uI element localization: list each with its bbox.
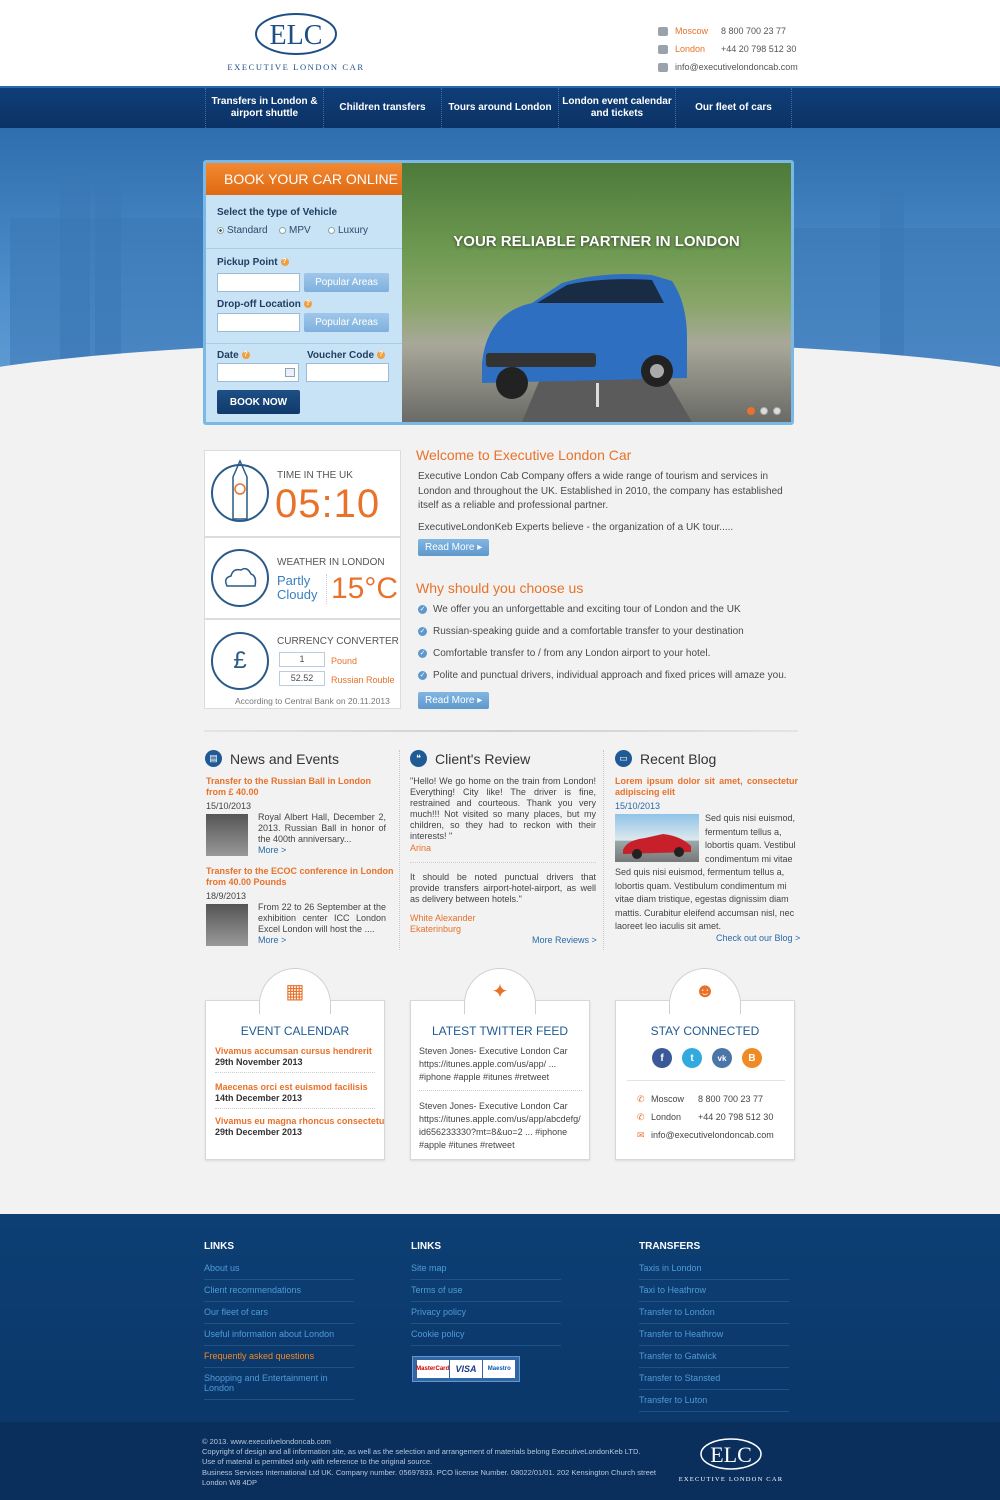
blog-side-text: Sed quis nisi euismod, fermentum tellus a, lobortis quam. Vestibul condimentum mi vitae <box>705 813 796 864</box>
booking-title: BOOK YOUR CAR ONLINE <box>206 163 402 195</box>
header <box>0 0 1000 86</box>
why-item: ✓ We offer you an unforgettable and exciting tour of London and the UK <box>419 604 741 615</box>
news-more-link[interactable]: More > <box>258 935 287 945</box>
voucher-input[interactable] <box>306 363 389 382</box>
footer-links-title: LINKS <box>411 1241 441 1252</box>
weather-temp: 15°C <box>331 572 399 605</box>
event-name[interactable]: Maecenas orci est euismod facilisis <box>215 1082 368 1092</box>
event-date: 29th November 2013 <box>215 1057 303 1067</box>
tweet-text: Steven Jones- Executive London Car https://itunes.apple.com/us/app/abcdefg/ id656233330?mt=8&uo=2 ... #iphone #apple #itunes #retweet <box>419 1101 581 1150</box>
footer-link[interactable]: Terms of use <box>411 1285 561 1302</box>
blog-text: Sed quis nisi euismod, fermentum tellus a, lobortis quam. Vestibulum condimentum mi vitae diam tristique, egestas dignissim diam mattis. Curabitur eleifend accumsan nisl, nec laoreet leo iaculis sit amet. <box>615 867 795 931</box>
contact-city: Moscow <box>651 1094 685 1104</box>
radio-standard[interactable]: Standard <box>217 225 268 236</box>
help-icon: ? <box>305 300 311 308</box>
news-date: 15/10/2013 <box>206 801 252 811</box>
contact-phone[interactable]: 8 800 700 23 77 <box>721 26 787 36</box>
currency-widget <box>204 619 401 709</box>
booking-panel <box>206 163 402 422</box>
newspaper-icon: ▤ <box>205 750 222 767</box>
footer-logo[interactable] <box>676 1434 786 1488</box>
contact-city: Moscow <box>675 26 709 36</box>
logo-text: EXECUTIVE LONDON CAR <box>227 62 365 72</box>
currency-note: According to Central Bank on 20.11.2013 <box>235 696 390 706</box>
blog-title: ▭ Recent Blog <box>615 750 716 767</box>
date-label: Date ? <box>217 350 248 361</box>
clock-tower-icon <box>225 459 255 525</box>
twitter-bird-icon: ✦ <box>464 968 536 1014</box>
visa-icon: VISA <box>450 1360 482 1378</box>
contact-city: London <box>675 44 706 54</box>
why-item: ✓ Russian-speaking guide and a comfortable transfer to your destination <box>419 626 744 637</box>
blog-image[interactable] <box>615 814 699 862</box>
currency-result: 52.52 <box>279 671 325 686</box>
dropoff-input[interactable] <box>217 313 300 332</box>
svg-text:ELC: ELC <box>710 1442 752 1467</box>
event-date: 29th December 2013 <box>215 1127 303 1137</box>
copyright-line: London W8 4DP <box>202 1478 258 1487</box>
footer-bottom <box>0 1422 1000 1500</box>
copyright-line: Use of material is permitted only with reference to the original source. <box>202 1457 433 1466</box>
column-separator <box>603 750 604 950</box>
footer-link[interactable]: Transfer to Stansted <box>639 1373 789 1390</box>
column-separator <box>399 750 400 950</box>
nav-item-events[interactable]: London event calendar and tickets <box>558 88 675 128</box>
popular-areas-button[interactable]: Popular Areas <box>304 273 389 292</box>
weather-desc: Partly Cloudy <box>277 573 318 602</box>
twitter-title: LATEST TWITTER FEED <box>431 1024 568 1038</box>
why-item: ✓ Polite and punctual drivers, individual approach and fixed prices will amaze you. <box>419 670 787 681</box>
news-date: 18/9/2013 <box>206 891 247 901</box>
time-widget <box>204 450 401 537</box>
mail-icon <box>658 63 668 72</box>
contact-phone[interactable]: 8 800 700 23 77 <box>698 1094 764 1104</box>
help-icon: ? <box>282 258 287 266</box>
copyright-line: Business Services International Ltd UK. Company number. 05697833. PCO license Number. 08022/01/01. 202 Kensington Church street <box>202 1468 657 1477</box>
maestro-icon: Maestro <box>483 1360 515 1378</box>
mastercard-icon: MasterCard <box>417 1360 449 1378</box>
phone-icon: ✆ <box>637 1112 645 1122</box>
popular-areas-button[interactable]: Popular Areas <box>304 313 389 332</box>
footer-links-title: LINKS <box>204 1241 234 1252</box>
news-more-link[interactable]: More > <box>258 845 287 855</box>
review-text: "Hello! We go home on the train from London! Everything! City like! The driver is fine, restrained and courteous. Thank you very much!!! Not visited so many places, but my children, so they had to reckon with their interests! " <box>410 776 596 841</box>
reviews-title: ❝ Client's Review <box>410 750 530 767</box>
pound-icon: £ <box>211 632 269 690</box>
read-more-button[interactable]: Read More ▸ <box>418 692 489 709</box>
hero-image <box>402 163 791 422</box>
nav-item-children[interactable]: Children transfers <box>323 88 441 128</box>
hero-title: YOUR RELIABLE PARTNER IN LONDON <box>453 233 740 250</box>
welcome-text-2: ExecutiveLondonKeb Experts believe - the organization of a UK tour..... <box>418 522 734 533</box>
news-text: From 22 to 26 September at the exhibition center ICC London Excel London will host the .... <box>258 902 386 934</box>
people-icon: ☻ <box>669 968 741 1014</box>
currency-label: CURRENCY CONVERTER <box>277 636 399 647</box>
weather-widget <box>204 537 401 619</box>
slider-dot[interactable] <box>747 407 755 415</box>
footer-link[interactable]: Taxi to Heathrow <box>639 1285 789 1302</box>
why-title: Why should you choose us <box>416 580 584 596</box>
event-name[interactable]: Vivamus eu magna rhoncus consectetu <box>215 1116 385 1126</box>
stay-connected-title: STAY CONNECTED <box>650 1024 760 1038</box>
check-icon: ✓ <box>419 628 426 635</box>
phone-icon <box>658 27 668 36</box>
facebook-icon[interactable]: f <box>652 1048 672 1068</box>
section-divider <box>204 730 798 732</box>
footer-link[interactable]: Client recommendations <box>204 1285 354 1302</box>
tweet-text: Steven Jones- Executive London Car https://itunes.apple.com/us/app/ ... #iphone #apple #itunes #retweet <box>419 1046 568 1082</box>
event-name[interactable]: Vivamus accumsan cursus hendrerit <box>215 1046 372 1056</box>
pickup-input[interactable] <box>217 273 300 292</box>
welcome-text: Executive London Cab Company offers a wide range of tourism and services in London and throughout the UK. Established in 2010, the company has established itself as a reliable and professional partner. <box>418 471 783 511</box>
news-thumbnail[interactable] <box>206 814 248 856</box>
main-nav <box>0 86 1000 128</box>
vehicle-label: Select the type of Vehicle <box>217 207 338 218</box>
footer-link[interactable]: Privacy policy <box>411 1307 561 1324</box>
car-illustration <box>402 163 791 422</box>
slider-dot[interactable] <box>773 407 781 415</box>
blog-more-link[interactable]: Check out our Blog > <box>716 933 801 943</box>
voucher-label: Voucher Code ? <box>307 350 384 361</box>
check-icon: ✓ <box>419 650 426 657</box>
currency-to: Russian Rouble <box>331 675 395 685</box>
cloud-sun-icon <box>221 562 259 592</box>
footer-link[interactable]: Transfer to London <box>639 1307 789 1324</box>
footer-transfers-title: TRANSFERS <box>639 1241 701 1252</box>
svg-text:ELC: ELC <box>269 20 323 51</box>
contact-phone[interactable]: +44 20 798 512 30 <box>721 44 797 54</box>
review-author: Arina <box>410 843 432 853</box>
dropoff-label: Drop-off Location ? <box>217 299 311 310</box>
calendar-icon[interactable] <box>285 368 295 377</box>
phone-icon <box>658 45 668 54</box>
currency-amount-input[interactable]: 1 <box>279 652 325 667</box>
calendar-icon: ▦ <box>259 968 331 1014</box>
twitter-icon[interactable]: t <box>682 1048 702 1068</box>
nav-item-fleet[interactable]: Our fleet of cars <box>675 88 792 128</box>
blog-date: 15/10/2013 <box>615 801 661 811</box>
radio-mpv[interactable]: MPV <box>279 225 311 236</box>
footer-link[interactable]: Cookie policy <box>411 1329 561 1346</box>
currency-from: Pound <box>331 656 358 666</box>
footer-link[interactable]: Shopping and Entertainment in London <box>204 1373 354 1400</box>
read-more-button[interactable]: Read More ▸ <box>418 539 489 556</box>
footer-link[interactable]: Transfer to Heathrow <box>639 1329 789 1346</box>
footer-link[interactable]: About us <box>204 1263 354 1280</box>
review-city: Ekaterinburg <box>410 924 462 934</box>
footer-link[interactable]: Our fleet of cars <box>204 1307 354 1324</box>
payment-logos <box>412 1356 520 1382</box>
welcome-title: Welcome to Executive London Car <box>416 447 632 463</box>
news-headline[interactable]: Transfer to the Russian Ball in London from £ 40.00 <box>206 776 372 797</box>
footer-logo-mark <box>676 1434 786 1474</box>
book-now-button[interactable]: BOOK NOW <box>217 390 300 414</box>
document-icon: ▭ <box>615 750 632 767</box>
why-item: ✓ Comfortable transfer to / from any London airport to your hotel. <box>419 648 711 659</box>
footer-link[interactable]: Frequently asked questions <box>204 1351 354 1368</box>
nav-item-transfers[interactable]: Transfers in London & airport shuttle <box>205 88 323 128</box>
footer-link[interactable]: Site map <box>411 1263 561 1280</box>
help-icon: ? <box>378 351 384 359</box>
footer-link[interactable]: Transfer to Gatwick <box>639 1351 789 1368</box>
news-text: Royal Albert Hall, December 2, 2013. Russian Ball in honor of the 400th anniversary... <box>258 812 386 844</box>
review-author: White Alexander <box>410 913 476 923</box>
news-thumbnail[interactable] <box>206 904 248 946</box>
copyright-line: © 2013. www.executivelondoncab.com <box>202 1437 331 1446</box>
contact-email[interactable]: info@executivelondoncab.com <box>651 1130 774 1140</box>
slider-dot[interactable] <box>760 407 768 415</box>
contact-city: London <box>651 1112 682 1122</box>
contact-phone[interactable]: +44 20 798 512 30 <box>698 1112 774 1122</box>
footer-logo-text: EXECUTIVE LONDON CAR <box>678 1476 784 1483</box>
footer-link[interactable]: Transfer to Luton <box>639 1395 789 1412</box>
blog-headline[interactable]: Lorem ipsum dolor sit amet, consectetur adipiscing elit <box>615 776 798 797</box>
speech-bubble-icon: ❝ <box>410 750 427 767</box>
phone-icon: ✆ <box>637 1094 645 1104</box>
date-input[interactable] <box>217 363 299 382</box>
check-icon: ✓ <box>419 606 426 613</box>
contact-email[interactable]: info@executivelondoncab.com <box>675 62 798 72</box>
nav-item-tours[interactable]: Tours around London <box>441 88 558 128</box>
help-icon: ? <box>243 351 248 359</box>
time-label: TIME IN THE UK <box>277 470 353 481</box>
footer-link[interactable]: Taxis in London <box>639 1263 789 1280</box>
footer-link[interactable]: Useful information about London <box>204 1329 354 1346</box>
mail-icon: ✉ <box>637 1130 645 1140</box>
pickup-label: Pickup Point ? <box>217 257 287 268</box>
event-date: 14th December 2013 <box>215 1093 303 1103</box>
radio-luxury[interactable]: Luxury <box>328 225 368 236</box>
news-headline[interactable]: Transfer to the ECOC conference in London from 40.00 Pounds <box>206 866 394 887</box>
weather-label: WEATHER IN LONDON <box>277 557 385 568</box>
logo[interactable] <box>226 8 366 78</box>
blogger-icon[interactable]: B <box>742 1048 762 1068</box>
check-icon: ✓ <box>419 672 426 679</box>
vk-icon[interactable]: vk <box>712 1048 732 1068</box>
news-title: ▤ News and Events <box>205 750 339 767</box>
time-value: 05:10 <box>275 482 381 526</box>
event-calendar-title: EVENT CALENDAR <box>240 1024 350 1038</box>
header-contacts <box>658 22 798 76</box>
more-reviews-link[interactable]: More Reviews > <box>532 935 597 945</box>
copyright-line: Copyright of design and all information site, as well as the selection and arrangement of materials belong ExecutiveLondonKeb LTD. <box>202 1447 641 1456</box>
review-text: It should be noted punctual drivers that provide transfers airport-hotel-airport, as well as delivery between hotels." <box>410 872 596 904</box>
